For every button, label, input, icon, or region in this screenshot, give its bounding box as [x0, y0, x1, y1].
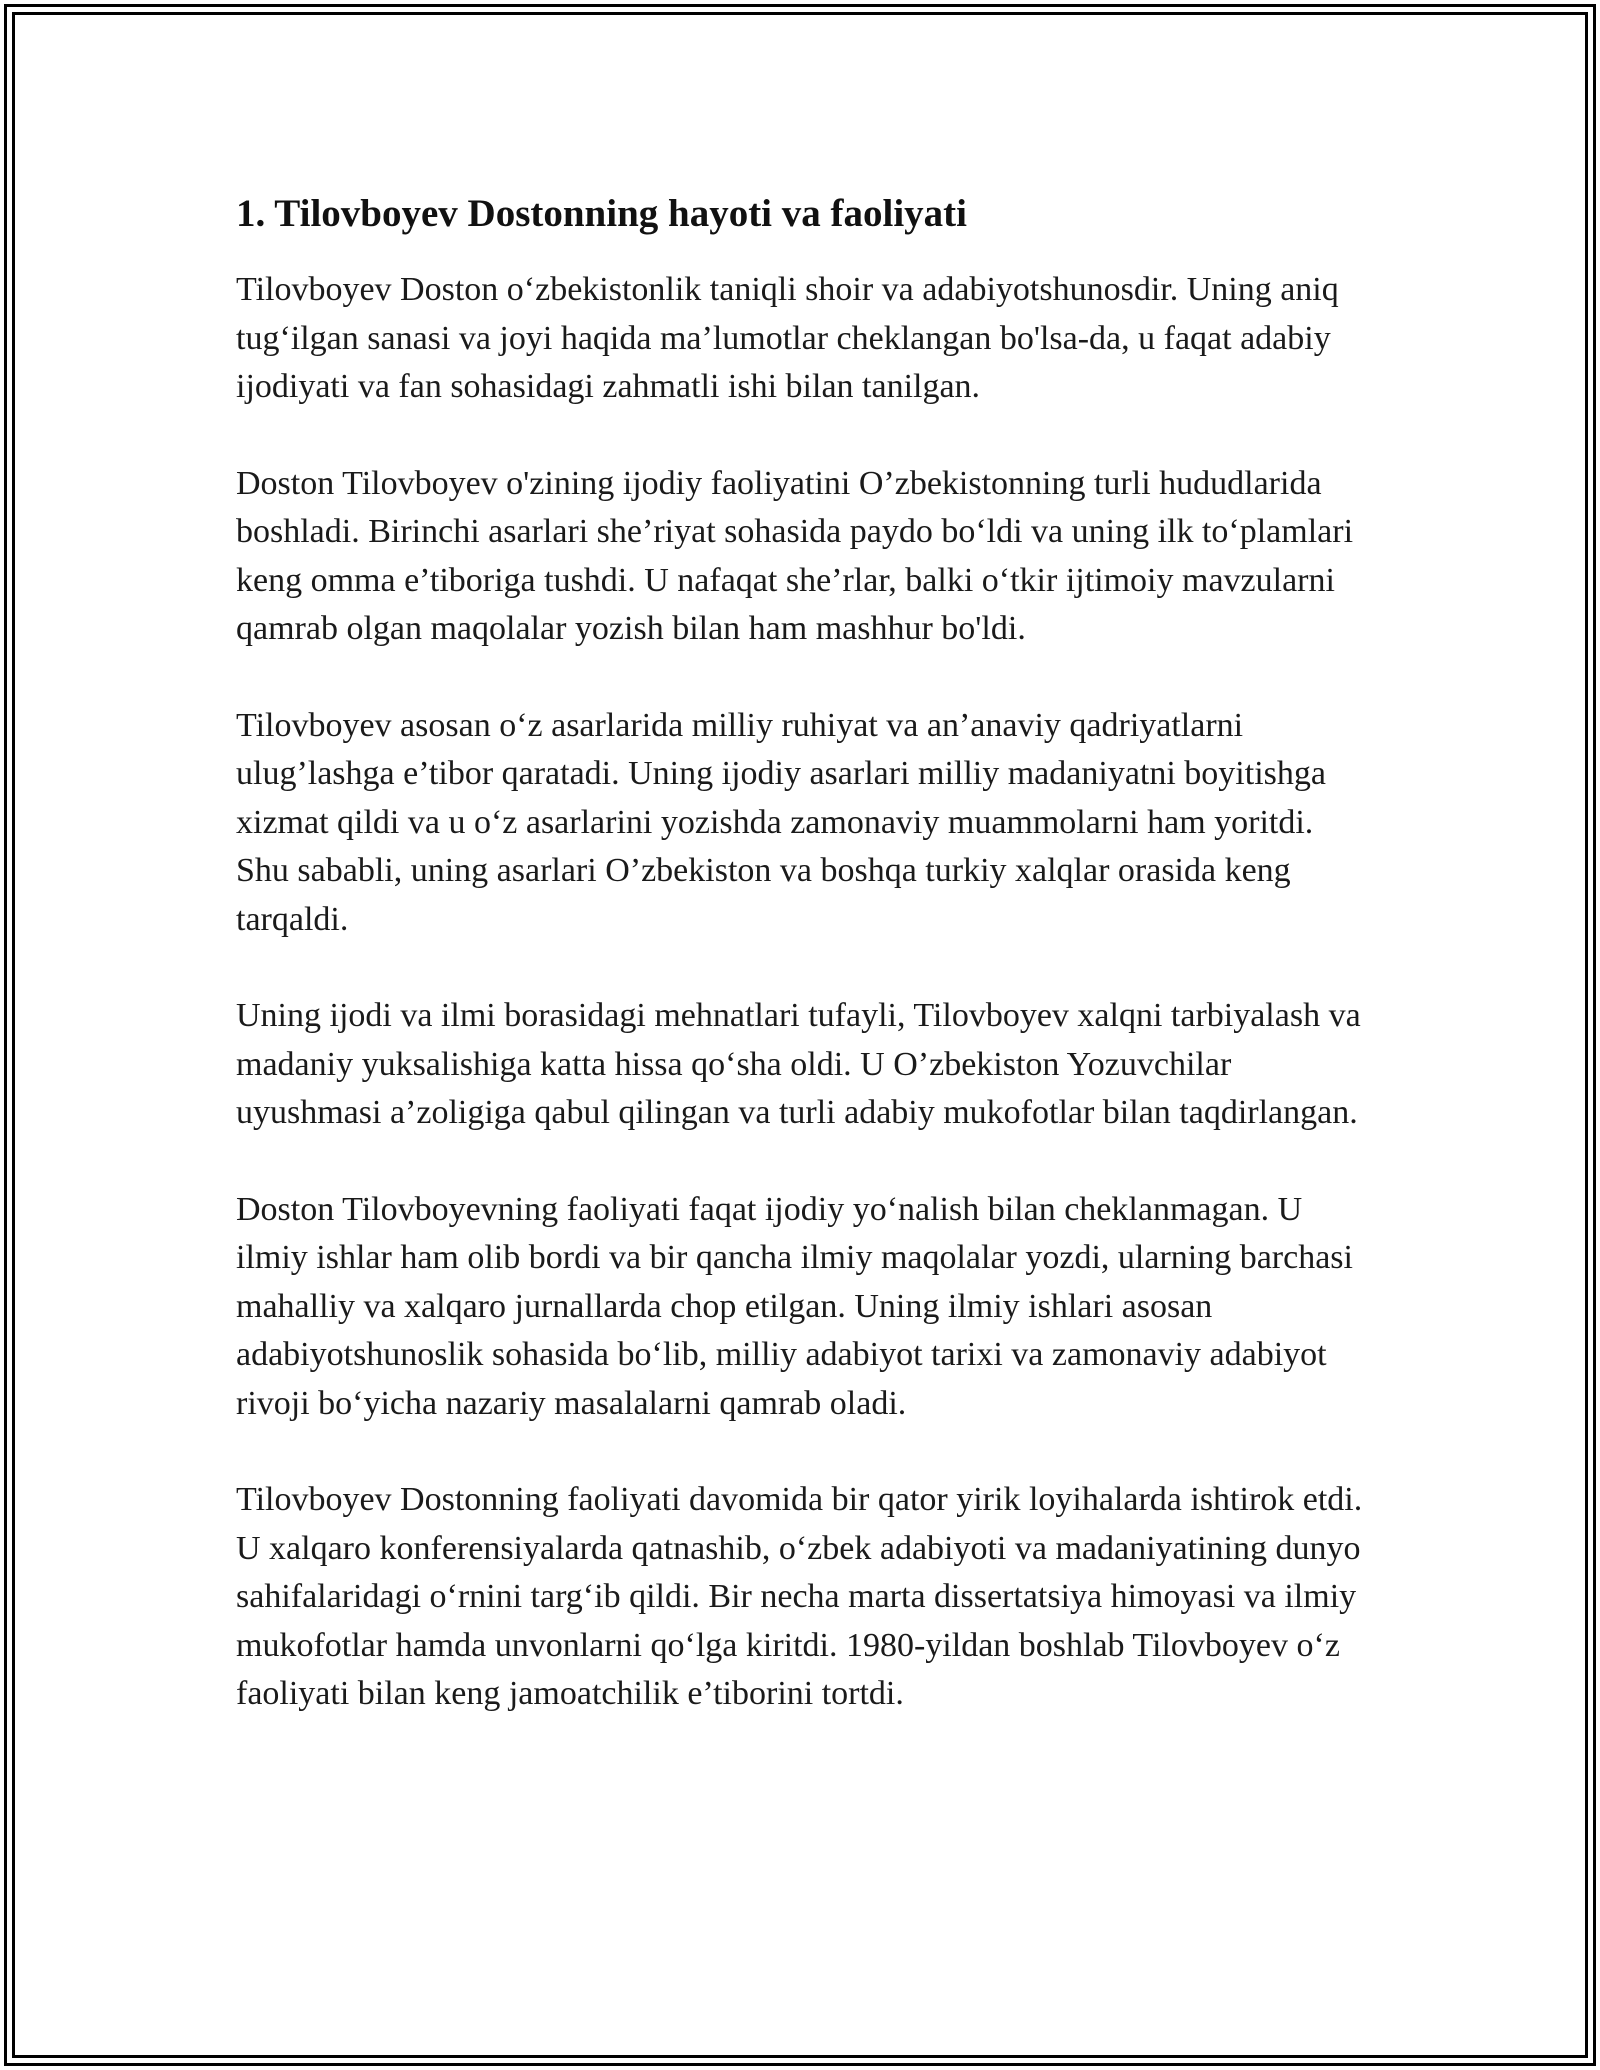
section-heading: 1. Tilovboyev Dostonning hayoti va faoliyati: [236, 192, 968, 235]
paragraph-projects: Tilovboyev Dostonning faoliyati davomida bir qator yirik loyihalarda ishtirok etdi. U xalqaro konferensiyalarda qatnashib, o‘zbek adabiyoti va madaniyatining dunyo sahifalaridagi o‘rnini targ‘ib qildi. Bir necha marta dissertatsiya himoyasi va ilmiy mukofotlar hamda unvonlarni qo‘lga kiritdi. 1980-yildan boshlab Tilovboyev o‘z faoliyati bilan keng jamoatchilik e’tiborini tortdi.: [236, 1481, 1363, 1712]
paragraph-themes: Tilovboyev asosan o‘z asarlarida milliy ruhiyat va an’anaviy qadriyatlarni ulug’lashga e’tibor qaratadi. Uning ijodiy asarlari milliy madaniyatni boyitishga xizmat qildi va u o‘z asarlarini yozishda zamonaviy muammolarni ham yoritdi. Shu sababli, uning asarlari O’zbekiston va boshqa turkiy xalqlar orasida keng tarqaldi.: [236, 706, 1326, 938]
document-body: [236, 186, 1366, 1719]
paragraph-intro: Tilovboyev Doston o‘zbekistonlik taniqli shoir va adabiyotshunosdir. Uning aniq tug‘ilgan sanasi va joyi haqida ma’lumotlar cheklangan bo'lsa-da, u faqat adabiy ijodiyati va fan sohasidagi zahmatli ishi bilan tanilgan.: [236, 271, 1339, 405]
paragraph-scholarship: Doston Tilovboyevning faoliyati faqat ijodiy yo‘nalish bilan cheklanmagan. U ilmiy ishlar ham olib bordi va bir qancha ilmiy maqolalar yozdi, ularning barchasi mahalliy va xalqaro jurnallarda chop etilgan. Uning ilmiy ishlari asosan adabiyotshunoslik sohasida bo‘lib, milliy adabiyot tarixi va zamonaviy adabiyot rivoji bo‘yicha nazariy masalalarni qamrab oladi.: [236, 1190, 1353, 1422]
paragraph-early-work: Doston Tilovboyev o'zining ijodiy faoliyatini O’zbekistonning turli hududlarida boshladi. Birinchi asarlari she’riyat sohasida paydo bo‘ldi va uning ilk to‘plamlari keng omma e’tiboriga tushdi. U nafaqat she’rlar, balki o‘tkir ijtimoiy mavzularni qamrab olgan maqolalar yozish bilan ham mashhur bo'ldi.: [236, 464, 1354, 647]
paragraph-recognition: Uning ijodi va ilmi borasidagi mehnatlari tufayli, Tilovboyev xalqni tarbiyalash va madaniy yuksalishiga katta hissa qo‘sha oldi. U O’zbekiston Yozuvchilar uyushmasi a’zoligiga qabul qilingan va turli adabiy mukofotlar bilan taqdirlangan.: [236, 997, 1361, 1131]
